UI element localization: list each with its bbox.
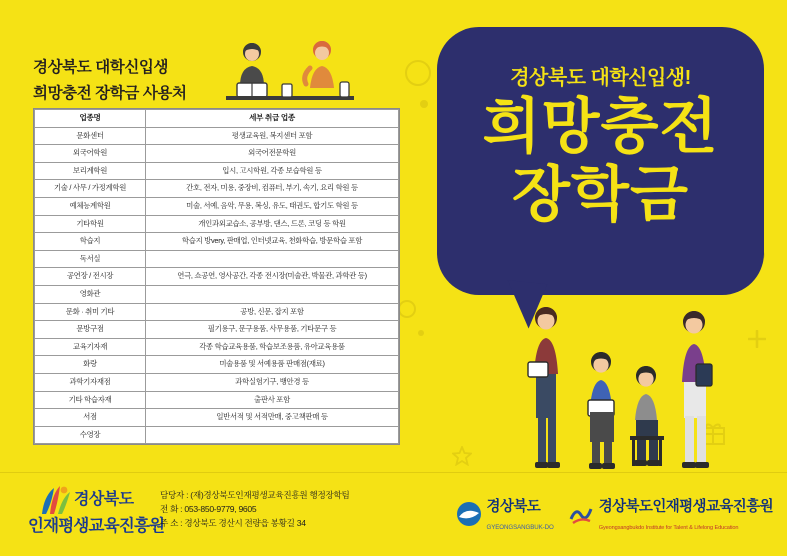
contact-info xyxy=(160,489,350,531)
table-cell-category: 문화센터 xyxy=(35,127,146,145)
org-symbol-icon xyxy=(34,482,74,522)
brand2-title: 경상북도인재평생교육진흥원 xyxy=(598,499,773,515)
table-cell-category: 문방구점 xyxy=(35,321,146,339)
decorative-plus xyxy=(748,330,766,348)
table-cell-detail: 간호, 전자, 미용, 중장비, 컴퓨터, 부기, 속기, 요리 학원 등 xyxy=(146,180,399,198)
table-cell-detail: 각종 학습교육용품, 학습보조용품, 유아교육용품 xyxy=(146,338,399,356)
table-cell-detail: 필기용구, 문구용품, 사무용품, 기타문구 등 xyxy=(146,321,399,339)
table-row xyxy=(35,162,399,180)
brand2-subtitle: Gyeongsangbukdo Institute for Talent & Lifelong Education xyxy=(598,525,739,531)
table-cell-category: 보리계학원 xyxy=(35,162,146,180)
footer-divider xyxy=(0,472,787,473)
decorative-dot xyxy=(418,330,424,336)
table-cell-category: 기타 학습자재 xyxy=(35,391,146,409)
table-cell-category: 학습지 xyxy=(35,233,146,251)
table-row xyxy=(35,426,399,444)
table-cell-detail: 과학실험기구, 뱅안경 등 xyxy=(146,373,399,391)
table-cell-detail xyxy=(146,426,399,444)
table-cell-detail: 출판사 포함 xyxy=(146,391,399,409)
bubble-subtitle: 경상북도 대학신입생! xyxy=(510,67,691,89)
table-cell-detail: 미술, 서예, 음악, 무용, 복싱, 유도, 태권도, 합기도 학원 등 xyxy=(146,197,399,215)
gyeongsangbukdo-symbol-icon xyxy=(456,501,482,532)
table-cell-category: 공연장 / 전시장 xyxy=(35,268,146,286)
table-cell-detail: 학습지 방very, 판매업, 인터넷교육, 천화학습, 방문학습 포함 xyxy=(146,233,399,251)
page-title-line2: 희망충전 장학금 사용처 xyxy=(33,84,187,102)
table-row xyxy=(35,145,399,163)
decorative-dot xyxy=(420,100,428,108)
table-header-row xyxy=(35,110,399,128)
illustration-students-desk xyxy=(210,38,370,106)
table-row xyxy=(35,127,399,145)
table-cell-detail: 공방, 신문, 잡지 포함 xyxy=(146,303,399,321)
table-cell-category: 기타학원 xyxy=(35,215,146,233)
illustration-student-group xyxy=(498,300,738,478)
usage-table-container xyxy=(33,108,400,445)
table-row xyxy=(35,373,399,391)
bubble-title-line1: 희망충전 xyxy=(482,93,719,160)
table-cell-category: 서점 xyxy=(35,409,146,427)
table-cell-category: 영화관 xyxy=(35,285,146,303)
brand1-title: 경상북도 xyxy=(486,499,541,515)
decorative-ring xyxy=(405,60,431,86)
speech-bubble xyxy=(437,27,764,295)
footer-brand-group xyxy=(456,498,773,534)
table-cell-category: 독서실 xyxy=(35,250,146,268)
table-cell-category: 과학기자재점 xyxy=(35,373,146,391)
table-row xyxy=(35,215,399,233)
table-cell-detail: 미술용품 및 서예용품 판매점(재료) xyxy=(146,356,399,374)
contact-line-address: 주 소 : 경상북도 경산시 전량읍 봉황길 34 xyxy=(160,517,306,528)
table-row xyxy=(35,356,399,374)
table-cell-detail: 연극, 쇼공연, 영사공간, 각종 전시장(미술관, 박물관, 과학관 등) xyxy=(146,268,399,286)
brand-institute xyxy=(568,498,773,534)
brand-gyeongsangbukdo xyxy=(456,498,554,534)
table-row xyxy=(35,321,399,339)
decorative-ring xyxy=(398,300,416,318)
contact-line-phone: 전 화 : 053-850-9779, 9605 xyxy=(160,503,257,514)
page-title-line1: 경상북도 대학신입생 xyxy=(33,59,169,76)
table-cell-detail xyxy=(146,250,399,268)
table-row xyxy=(35,180,399,198)
table-cell-category: 문화 · 취미 기타 xyxy=(35,303,146,321)
bubble-title-line2: 장학금 xyxy=(512,161,689,229)
table-cell-detail xyxy=(146,285,399,303)
table-cell-category: 교육기자재 xyxy=(35,338,146,356)
table-cell-detail: 입시, 고시학원, 각종 보습학원 등 xyxy=(146,162,399,180)
org-name-line1: 경상북도 xyxy=(74,491,134,508)
table-row xyxy=(35,285,399,303)
table-cell-detail: 평생교육원, 복지센터 포함 xyxy=(146,127,399,145)
page-title xyxy=(33,55,187,106)
table-header-cell: 업종명 xyxy=(35,110,146,128)
brand1-subtitle: GYEONGSANGBUK-DO xyxy=(486,524,554,531)
table-cell-detail: 외국어전문학원 xyxy=(146,145,399,163)
usage-table xyxy=(34,109,399,444)
table-row xyxy=(35,338,399,356)
table-cell-category: 화랑 xyxy=(35,356,146,374)
table-row xyxy=(35,303,399,321)
contact-line-manager: 담당자 : (재)경상북도인재평생교육진흥원 행정장학팀 xyxy=(160,490,350,500)
decorative-star-icon xyxy=(452,446,472,466)
table-cell-detail: 일반서적 및 서적만매, 중고책판매 등 xyxy=(146,409,399,427)
table-cell-category: 수영장 xyxy=(35,426,146,444)
table-cell-category: 예체능계학원 xyxy=(35,197,146,215)
table-row xyxy=(35,391,399,409)
table-cell-detail: 개인과외교습소, 공부방, 댄스, 드론, 코딩 등 학원 xyxy=(146,215,399,233)
table-row xyxy=(35,233,399,251)
table-header-cell: 세부 취급 업종 xyxy=(146,110,399,128)
table-row xyxy=(35,197,399,215)
table-row xyxy=(35,409,399,427)
table-row xyxy=(35,250,399,268)
table-row xyxy=(35,268,399,286)
org-name-line2: 인재평생교육진흥원 xyxy=(28,517,165,535)
institute-symbol-icon xyxy=(568,501,594,532)
table-cell-category: 기술 / 사무 / 가정계학원 xyxy=(35,180,146,198)
table-cell-category: 외국어학원 xyxy=(35,145,146,163)
